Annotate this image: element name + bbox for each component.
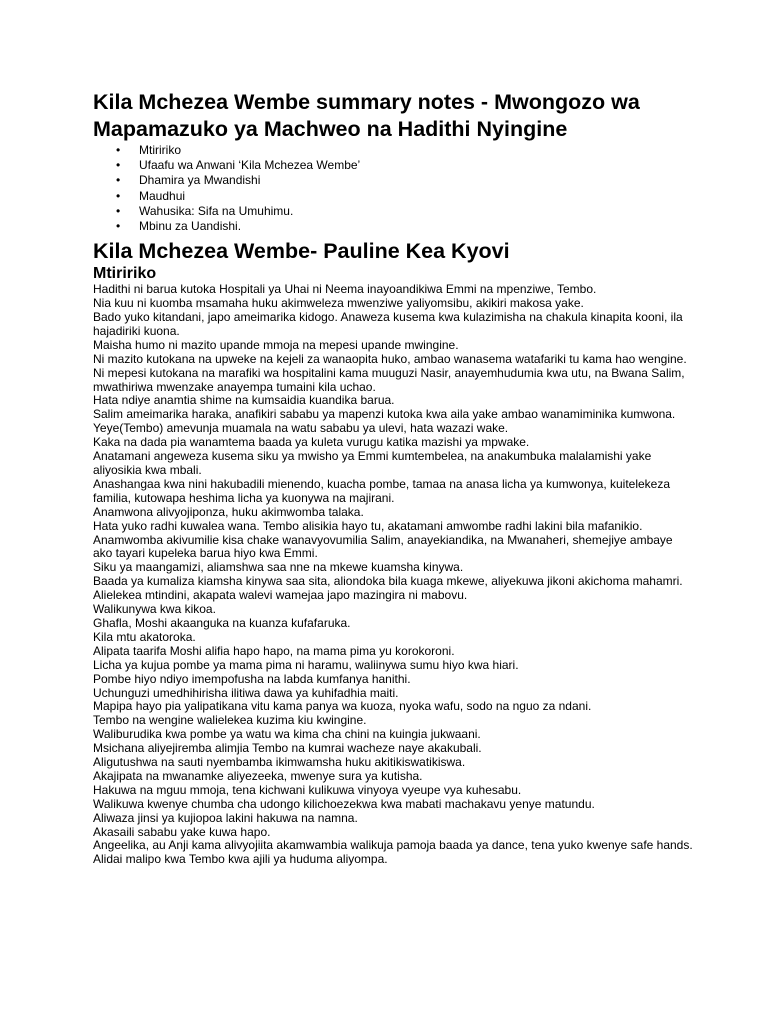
paragraph: Ni mepesi kutokana na marafiki wa hospitalini kama muuguzi Nasir, anayemhudumia kwa utu, na Bwana Salim, mwathiriwa mwenzake anayempa tumaini kila uchao. xyxy=(93,365,685,394)
paragraph: Yeye(Tembo) amevunja muamala na watu sababu ya ulevi, hata wazazi wake. xyxy=(93,421,509,436)
subsection-title: Mtiririko xyxy=(93,265,157,283)
paragraph: Akasaili sababu yake kuwa hapo. xyxy=(93,824,271,839)
paragraph: Kila mtu akatoroka. xyxy=(93,629,196,644)
paragraph: Anashangaa kwa nini hakubadili mienendo, kuacha pombe, tamaa na anasa licha ya kumwonya, kuitelekeza familia, kutowapa heshima licha ya kuonywa na majirani. xyxy=(93,476,671,505)
paragraph: Alipata taarifa Moshi alifia hapo hapo, na mama pima yu korokoroni. xyxy=(93,643,455,658)
paragraph: Alielekea mtindini, akapata walevi wamejaa japo mazingira ni mabovu. xyxy=(93,588,468,603)
paragraph: Aligutushwa na sauti nyembamba ikimwamsha huku akitikiswatikiswa. xyxy=(93,755,466,770)
paragraph: Salim ameimarika haraka, anafikiri sababu ya mapenzi kutoka kwa aila yake ambao wanamiminika kumwona. xyxy=(93,407,676,422)
paragraph: Kaka na dada pia wanamtema baada ya kuleta vurugu katika mazishi ya mpwake. xyxy=(93,435,530,450)
paragraph: Ghafla, Moshi akaanguka na kuanza kufafaruka. xyxy=(93,615,351,630)
paragraph: Anamwona alivyojiponza, huku akimwomba talaka. xyxy=(93,504,364,519)
document-body xyxy=(93,89,693,867)
table-of-contents xyxy=(93,143,693,234)
paragraph: Uchunguzi umedhihirisha ilitiwa dawa ya kuhifadhia maiti. xyxy=(93,685,399,700)
paragraph: Anatamani angeweza kusema siku ya mwisho ya Emmi kumtembelea, na anakumbuka malalamishi yake aliyosikia kwa mbali. xyxy=(93,449,652,477)
document-title: Kila Mchezea Wembe summary notes - Mwongozo wa Mapamazuko ya Machweo na Hadithi Nyingine xyxy=(93,90,640,141)
toc-item: • Wahusika: Sifa na Umuhimu. xyxy=(93,204,693,219)
paragraph: Alidai malipo kwa Tembo kwa ajili ya huduma aliyompa. xyxy=(93,852,388,867)
paragraph: Maisha humo ni mazito upande mmoja na mepesi upande mwingine. xyxy=(93,337,459,352)
paragraph: Angeelika, au Anji kama alivyojiita akamwambia walikuja pamoja baada ya dance, tena yuko kwenye safe hands. xyxy=(93,838,693,853)
paragraph: Bado yuko kitandani, japo ameimarika kidogo. Anaweza kusema kwa kulazimisha na chakula kinapita kooni, ila hajadiriki kuona. xyxy=(93,310,683,338)
paragraph: Msichana aliyejiremba alimjia Tembo na kumrai wacheze naye akakubali. xyxy=(93,741,482,756)
paragraph: Hata yuko radhi kuwalea wana. Tembo alisikia hayo tu, akatamani amwombe radhi lakini bila mafanikio. xyxy=(93,518,643,533)
paragraph: Walikuwa kwenye chumba cha udongo kilichoezekwa kwa mabati machakavu yenye matundu. xyxy=(93,796,595,811)
paragraph: Nia kuu ni kuomba msamaha huku akimweleza mwenziwe yaliyomsibu, akikiri makosa yake. xyxy=(93,296,584,311)
paragraph: Waliburudika kwa pombe ya watu wa kima cha chini na kuingia jukwaani. xyxy=(93,727,481,742)
section-title: Kila Mchezea Wembe- Pauline Kea Kyovi xyxy=(93,239,510,264)
toc-item: • Ufaafu wa Anwani ‘Kila Mchezea Wembe’ xyxy=(93,158,693,173)
toc-item: • Maudhui xyxy=(93,189,693,204)
paragraph: Hata ndiye anamtia shime na kumsaidia kuandika barua. xyxy=(93,393,395,408)
paragraph: Licha ya kujua pombe ya mama pima ni haramu, waliinywa sumu hiyo kwa hiari. xyxy=(93,657,519,672)
paragraph: Aliwaza jinsi ya kujiopoa lakini hakuwa na namna. xyxy=(93,810,358,825)
paragraph: Ni mazito kutokana na upweke na kejeli za wanaopita huko, ambao wanasema watafariki tu kama hao wengine. xyxy=(93,351,687,366)
toc-item: • Mtiririko xyxy=(93,143,693,158)
summary-paragraphs xyxy=(93,283,693,867)
paragraph: Mapipa hayo pia yalipatikana vitu kama panya wa kuoza, nyoka wafu, sodo na nguo za ndani. xyxy=(93,699,592,714)
paragraph: Siku ya maangamizi, aliamshwa saa nne na mkewe kuamsha kinywa. xyxy=(93,560,464,575)
toc-item: • Mbinu za Uandishi. xyxy=(93,219,693,234)
toc-item: • Dhamira ya Mwandishi xyxy=(93,173,693,188)
paragraph: Walikunywa kwa kikoa. xyxy=(93,602,216,617)
paragraph: Pombe hiyo ndiyo imempofusha na labda kumfanya hanithi. xyxy=(93,671,411,686)
paragraph: Akajipata na mwanamke aliyezeeka, mwenye sura ya kutisha. xyxy=(93,768,423,783)
paragraph: Baada ya kumaliza kiamsha kinywa saa sita, aliondoka bila kuaga mkewe, aliyekuwa jikoni akichoma mahamri. xyxy=(93,574,683,589)
paragraph: Hadithi ni barua kutoka Hospitali ya Uhai ni Neema inayoandikiwa Emmi na mpenziwe, Tembo. xyxy=(93,282,597,297)
paragraph: Anamwomba akivumilie kisa chake wanavyovumilia Salim, anayekiandika, na Mwanaheri, shemejiye ambaye ako tayari kupeleka barua hiyo kwa Emmi. xyxy=(93,532,673,561)
paragraph: Tembo na wengine walielekea kuzima kiu kwingine. xyxy=(93,713,367,728)
paragraph: Hakuwa na mguu mmoja, tena kichwani kulikuwa vinyoya vyeupe vya kuhesabu. xyxy=(93,782,522,797)
